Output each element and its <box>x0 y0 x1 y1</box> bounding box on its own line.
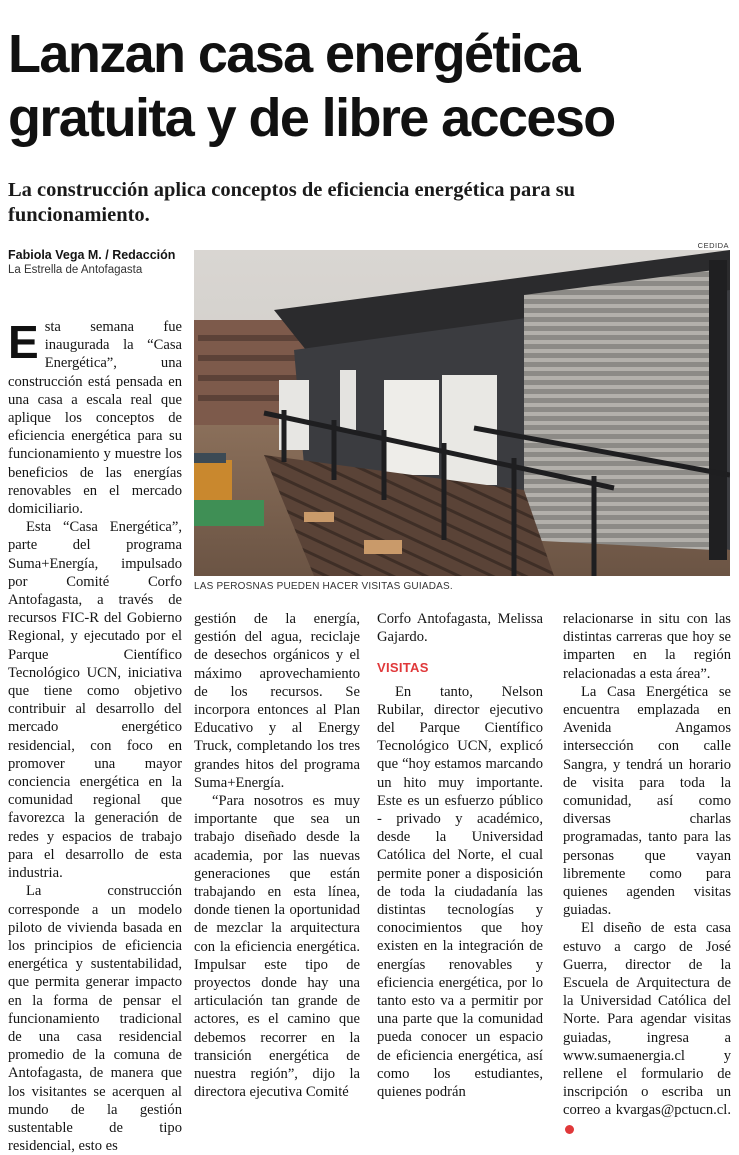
article-column-3 <box>377 610 543 1101</box>
article-column-1 <box>8 318 182 1155</box>
paragraph-7 <box>563 919 731 1137</box>
paragraph-4: “Para nosotros es muy importante que sea un trabajo diseñado desde la academia, por las nuevas generaciones que están trabajando en esta línea, donde tienen la oportunidad de mezclar la arquitectura con la eficiencia energética. Impulsar este tipo de proyectos donde hay una articulación tan grande de actores, es el camino que debemos recorrer en la transición energética de nuestra región”, dijo la directora ejecutiva Comité <box>194 793 360 1101</box>
article-column-2 <box>194 610 360 1101</box>
section-heading-visitas: VISITAS <box>377 660 429 676</box>
paragraph-5: En tanto, Nelson Rubilar, director ejecutivo del Parque Científico Tecnológico UCN, explicó que “hoy estamos marcando un hito muy importante. Este es un esfuerzo público - privado y académico, desde la Universidad Católica del Norte, el cual permite poner a disposición de toda la ciudadanía las distintas tecnologías y conocimientos que hoy existen en la integración de energías renovables y eficiencia energética, por lo tanto esto va a permitir por una parte que la comunidad pueda conocer un espacio de eficiencia energética, así como los estudiantes, quienes podrán <box>377 683 543 1101</box>
paragraph-2: Esta “Casa Energética”, parte del programa Suma+Energía, impulsado por Comité Corfo Antofagasta, a través de recursos FIC-R del Gobierno Regional, y ejecutado por el Parque Científico Tecnológico UCN, iniciativa que tiene como objetivo contribuir al desarrollo del mercado energético residencial, con foco en promover una mayor conciencia energética en la comunidad regional que favorezca la generación de redes y espacios de trabajo para el desarrollo de esta industria. <box>8 519 182 882</box>
byline <box>8 248 175 278</box>
headline: Lanzan casa energética gratuita y de libre acceso <box>8 24 615 148</box>
paragraph-5-continued: relacionarse in situ con las distintas carreras que hoy se imparten en la región relacionadas a esta área”. <box>563 611 731 682</box>
article-column-4 <box>563 610 731 1138</box>
article-photo <box>194 250 730 576</box>
photo-caption: LAS PEROSNAS PUEDEN HACER VISITAS GUIADAS. <box>194 581 453 592</box>
byline-outlet: La Estrella de Antofagasta <box>8 264 143 276</box>
paragraph-intro <box>8 318 182 518</box>
paragraph-4-continued: Corfo Antofagasta, Melissa Gajardo. <box>377 611 543 646</box>
photo-credit: CEDIDA <box>697 241 729 250</box>
paragraph-3-continued: gestión de la energía, gestión del agua, reciclaje de desechos orgánicos y el máximo aprovechamiento de los recursos. Se incorpora entonces al Plan Educativo y al Energy Truck, completando los tres grandes hitos del programa Suma+Energía. <box>194 611 360 791</box>
byline-author: Fabiola Vega M. / Redacción <box>8 248 176 262</box>
end-of-article-icon <box>565 1125 574 1134</box>
drop-cap: E <box>8 316 39 368</box>
paragraph-6: La Casa Energética se encuentra emplazada en Avenida Angamos intersección con calle Sangra, y tendrá un horario de visita para toda la comunidad, así como diversas charlas programadas, tanto para las personas que vayan libremente como para quienes agenden visitas guiadas. <box>563 683 731 919</box>
subheadline: La construcción aplica conceptos de eficiencia energética para su funcionamiento. <box>8 179 576 226</box>
paragraph-1-text: sta semana fue inaugurada la “Casa Energética”, una construcción está pensada en una casa a escala real que aplique los conceptos de eficiencia energética para su funcionamiento y muestre los beneficios de las energías renovables en el mercado domiciliario. <box>8 319 182 518</box>
paragraph-3: La construcción corresponde a un modelo piloto de vivienda basada en los principios de eficiencia energética y sustentabilidad, que permita generar impacto en la forma de pensar el funcionamiento tradicional de una casa residencial promedio de la comuna de Antofagasta, de manera que los visitantes se acerquen al mundo de la gestión sustentable de tipo residencial, esto es <box>8 883 182 1155</box>
paragraph-7-text: El diseño de esta casa estuvo a cargo de José Guerra, director de la Escuela de Arquitectura de la Universidad Católica del Norte. Para agendar visitas guiadas, ingresa a www.sumaenergia.cl y rellene el formulario de inscripción o escriba un correo a kvargas@pctucn.cl. <box>563 920 731 1119</box>
